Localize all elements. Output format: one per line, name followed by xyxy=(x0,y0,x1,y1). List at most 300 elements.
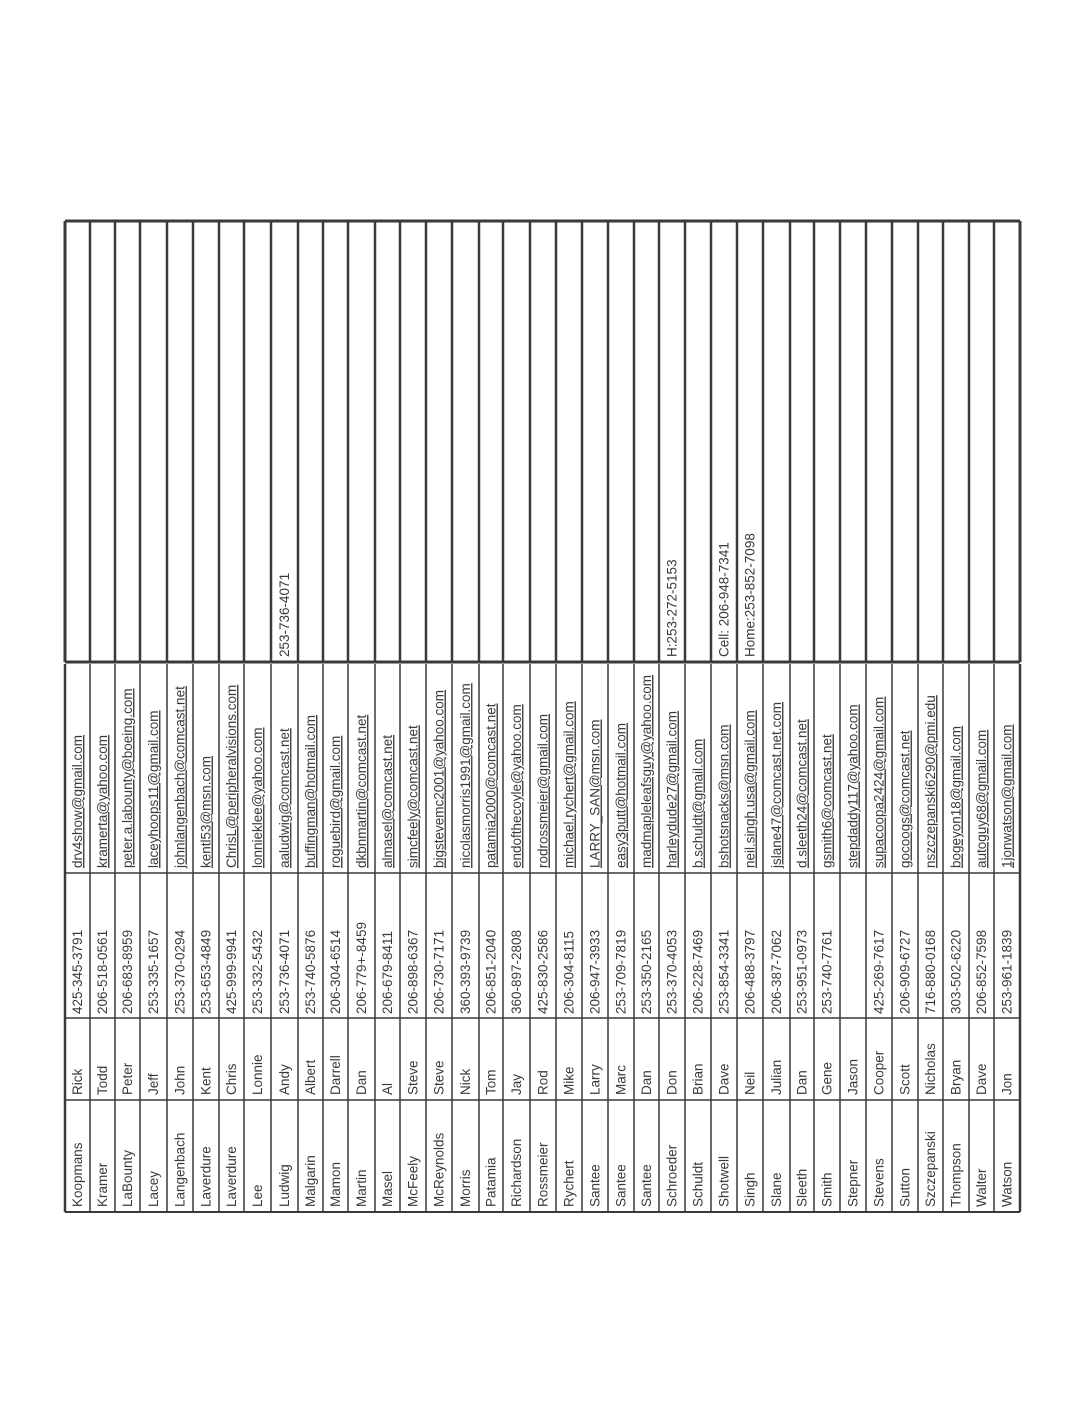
first-name-cell: Darrell xyxy=(328,1055,344,1095)
phone-cell: 206-779+-8459 xyxy=(354,922,370,1014)
first-name-cell: Lonnie xyxy=(250,1054,266,1095)
last-name-cell-group xyxy=(691,1162,706,1207)
first-name-cell: Gene xyxy=(819,1061,835,1095)
email-link-group xyxy=(277,728,292,868)
first-name-cell: Marc xyxy=(613,1065,629,1095)
first-name-cell: Nicholas xyxy=(923,1043,939,1095)
email-link[interactable]: stepdaddy117@yahoo.com xyxy=(845,704,861,868)
email-link-group xyxy=(484,703,499,868)
email-link-group xyxy=(614,723,629,868)
email-link-group xyxy=(70,735,85,868)
email-link-group xyxy=(173,686,188,869)
last-name-cell-group xyxy=(224,1146,239,1207)
first-name-cell: Scott xyxy=(897,1064,913,1095)
first-name-cell: Jason xyxy=(845,1058,861,1095)
email-link-group xyxy=(898,730,913,868)
phone-cell-group xyxy=(406,930,421,1014)
phone-cell-group xyxy=(588,930,603,1014)
first-name-cell: Jon xyxy=(999,1073,1015,1095)
last-name-cell-group xyxy=(717,1156,732,1207)
phone-cell-group xyxy=(354,922,369,1014)
last-name-cell-group xyxy=(949,1143,964,1207)
phone-cell-group xyxy=(691,930,706,1014)
phone-cell-group xyxy=(432,930,447,1014)
last-name-cell: Santee xyxy=(639,1164,655,1207)
email-link[interactable]: dkbnmartin@comcast.net xyxy=(354,714,370,868)
first-name-cell: Steve xyxy=(431,1060,447,1095)
first-name-cell: Peter xyxy=(120,1062,136,1095)
first-name-cell-group xyxy=(277,1064,292,1095)
phone-cell: 206-852-7598 xyxy=(974,929,990,1014)
email-link[interactable]: almasel@comcast.net xyxy=(380,734,396,868)
first-name-cell-group xyxy=(406,1060,421,1095)
last-name-cell: Richardson xyxy=(509,1138,525,1207)
phone-cell: 360-897-2808 xyxy=(509,929,525,1014)
email-link-group xyxy=(872,697,887,868)
first-name-cell-group xyxy=(484,1069,499,1095)
last-name-cell-group xyxy=(1000,1162,1015,1207)
email-link[interactable]: autoguy68@gmail.com xyxy=(974,729,990,868)
email-link-group xyxy=(328,736,343,868)
notes-cell-group xyxy=(717,542,732,657)
last-name-cell: Langenbach xyxy=(172,1132,188,1207)
email-link[interactable]: aaludwig@comcast.net xyxy=(277,728,293,868)
email-link[interactable]: LARRY_SAN@msn.com xyxy=(587,719,603,868)
phone-cell-group xyxy=(509,930,524,1014)
last-name-cell: Stepner xyxy=(845,1159,861,1207)
phone-cell: 253-740-7761 xyxy=(819,929,835,1014)
notes-cell: Cell: 206-948-7341 xyxy=(716,542,732,657)
last-name-cell-group xyxy=(974,1168,989,1207)
first-name-cell-group xyxy=(120,1062,135,1095)
first-name-cell: Dave xyxy=(974,1063,990,1095)
last-name-cell-group xyxy=(120,1150,135,1207)
phone-cell-group xyxy=(173,929,188,1014)
first-name-cell: Brian xyxy=(690,1063,706,1095)
first-name-cell-group xyxy=(923,1043,938,1095)
last-name-cell-group xyxy=(743,1172,758,1207)
first-name-cell: Julian xyxy=(769,1059,785,1095)
first-name-cell-group xyxy=(536,1070,551,1095)
last-name-cell: Lee xyxy=(250,1184,266,1207)
first-name-cell-group xyxy=(795,1070,810,1095)
email-link[interactable]: bogeyon18@gmail.com xyxy=(948,725,964,868)
phone-cell-group xyxy=(872,930,887,1014)
last-name-cell: Rossmeier xyxy=(535,1142,551,1207)
phone-cell-group xyxy=(949,930,964,1014)
first-name-cell-group xyxy=(846,1059,861,1095)
email-link-group xyxy=(509,704,524,868)
email-link-group xyxy=(120,688,135,868)
first-name-cell-group xyxy=(224,1063,239,1095)
first-name-cell: Albert xyxy=(303,1059,319,1095)
notes-cell-group xyxy=(277,573,292,657)
first-name-cell: Don xyxy=(664,1070,680,1095)
last-name-cell-group xyxy=(303,1155,318,1207)
phone-cell: 253-951-0973 xyxy=(794,929,810,1014)
last-name-cell: LaBounty xyxy=(120,1149,136,1207)
last-name-cell: Mamon xyxy=(328,1161,344,1207)
email-link-group xyxy=(743,710,758,868)
first-name-cell: Rod xyxy=(535,1070,551,1095)
first-name-cell-group xyxy=(250,1054,265,1095)
phone-cell-group xyxy=(974,930,989,1014)
phone-cell-group xyxy=(717,930,732,1014)
notes-cell-group xyxy=(665,559,680,657)
email-link[interactable]: laceyhoops11@gmail.com xyxy=(146,710,162,868)
phone-cell: 206-488-3797 xyxy=(742,929,758,1014)
phone-cell: 206-898-6367 xyxy=(405,929,421,1014)
email-link[interactable]: endofthecoyle@yahoo.com xyxy=(509,704,525,868)
last-name-cell: Laverdure xyxy=(198,1146,214,1207)
last-name-cell-group xyxy=(406,1156,421,1207)
first-name-cell-group xyxy=(898,1064,913,1095)
phone-cell-group xyxy=(199,930,214,1014)
last-name-cell: McReynolds xyxy=(431,1132,447,1207)
first-name-cell-group xyxy=(665,1070,680,1095)
first-name-cell-group xyxy=(820,1062,835,1095)
first-name-cell-group xyxy=(872,1050,887,1095)
email-link[interactable]: drv4show@gmail.com xyxy=(70,735,86,868)
phone-cell: 253-332-5432 xyxy=(250,929,266,1014)
last-name-cell: Koopmans xyxy=(70,1142,86,1207)
last-name-cell: Smith xyxy=(819,1172,835,1207)
phone-cell: 206-228-7469 xyxy=(690,929,706,1014)
phone-cell: 425-999-9941 xyxy=(224,929,240,1014)
phone-cell-group xyxy=(458,930,473,1014)
first-name-cell: John xyxy=(172,1065,188,1095)
last-name-cell-group xyxy=(665,1144,680,1207)
email-link-group xyxy=(406,725,421,868)
last-name-cell: Masel xyxy=(380,1170,396,1207)
first-name-cell-group xyxy=(380,1083,395,1095)
email-link-group xyxy=(588,720,603,869)
last-name-cell: Szczepanski xyxy=(923,1131,939,1207)
phone-cell: 253-854-3341 xyxy=(716,929,732,1014)
last-name-cell: Laverdure xyxy=(224,1146,240,1207)
last-name-cell: Ludwig xyxy=(277,1164,293,1207)
phone-cell: 253-740-5876 xyxy=(303,929,319,1014)
email-link-group xyxy=(199,756,214,868)
phone-cell: 360-393-9739 xyxy=(458,929,474,1014)
first-name-cell-group xyxy=(949,1060,964,1095)
first-name-cell-group xyxy=(639,1070,654,1095)
email-link[interactable]: rodrossmeier@gmail.com xyxy=(535,714,551,868)
first-name-cell: Neil xyxy=(742,1071,758,1095)
email-link-group xyxy=(639,675,654,868)
first-name-cell: Todd xyxy=(95,1065,111,1095)
notes-cell: 253-736-4071 xyxy=(277,572,293,657)
last-name-cell: Schroeder xyxy=(664,1144,680,1207)
phone-cell-group xyxy=(639,930,654,1014)
last-name-cell: Santee xyxy=(587,1164,603,1207)
email-link-group xyxy=(250,727,265,868)
first-name-cell: Al xyxy=(380,1082,396,1095)
phone-cell-group xyxy=(898,930,913,1014)
email-link[interactable]: gsmith6@comcast.net xyxy=(819,734,835,868)
phone-cell: 206-909-6727 xyxy=(897,929,913,1014)
phone-cell-group xyxy=(250,930,265,1014)
email-link-group xyxy=(303,715,318,868)
phone-cell: 425-269-7617 xyxy=(871,929,887,1014)
last-name-cell-group xyxy=(509,1139,524,1207)
last-name-cell-group xyxy=(562,1160,577,1207)
first-name-cell: Chris xyxy=(224,1063,240,1095)
email-link[interactable]: madmapleleafsguy@yahoo.com xyxy=(639,674,655,868)
first-name-cell-group xyxy=(974,1063,989,1095)
email-link-group xyxy=(923,695,938,868)
first-name-cell-group xyxy=(354,1070,369,1095)
first-name-cell-group xyxy=(303,1059,318,1095)
phone-cell: 206-679-8411 xyxy=(380,930,396,1014)
email-link[interactable]: bigstevemc2001@yahoo.com xyxy=(431,689,447,868)
phone-cell: 206-683-8959 xyxy=(120,929,136,1014)
last-name-cell-group xyxy=(846,1159,861,1207)
last-name-cell: Kramer xyxy=(95,1162,111,1207)
email-link-group xyxy=(665,711,680,868)
first-name-cell: Rick xyxy=(70,1068,86,1095)
phone-cell: 253-653-4849 xyxy=(198,929,214,1014)
first-name-cell-group xyxy=(588,1064,603,1095)
email-link-group xyxy=(224,685,239,868)
last-name-cell: Slane xyxy=(769,1172,785,1207)
last-name-cell-group xyxy=(173,1133,188,1207)
email-link-group xyxy=(562,701,577,868)
last-name-cell-group xyxy=(769,1172,784,1207)
email-link[interactable]: harleydude27@gmail.com xyxy=(664,710,680,868)
first-name-cell: Dan xyxy=(354,1070,370,1095)
first-name-cell-group xyxy=(614,1065,629,1095)
email-link[interactable]: b.schuldt@gmail.com xyxy=(690,738,706,868)
first-name-cell-group xyxy=(432,1060,447,1095)
phone-cell: 206-304-6514 xyxy=(328,929,344,1014)
email-link-group xyxy=(949,726,964,868)
email-link-group xyxy=(846,704,861,868)
email-link[interactable]: patamia2000@comcast.net xyxy=(483,703,499,868)
last-name-cell-group xyxy=(250,1184,265,1207)
notes-cell: H:253-272-5153 xyxy=(664,559,680,657)
first-name-cell: Jeff xyxy=(146,1073,162,1095)
last-name-cell: Santee xyxy=(613,1164,629,1207)
last-name-cell: Malgarin xyxy=(303,1155,319,1207)
first-name-cell: Mike xyxy=(561,1066,577,1095)
last-name-cell: Stevens xyxy=(871,1158,887,1207)
phone-cell: 303-502-6220 xyxy=(948,929,964,1014)
phone-cell: 206-730-7171 xyxy=(431,929,447,1014)
first-name-cell: Larry xyxy=(587,1064,603,1095)
phone-cell: 425-830-2586 xyxy=(535,929,551,1014)
email-link[interactable]: peter.a.labounty@boeing.com xyxy=(120,688,136,868)
phone-cell-group xyxy=(820,930,835,1014)
phone-cell: 206-387-7062 xyxy=(769,929,785,1014)
last-name-cell-group xyxy=(328,1162,343,1207)
last-name-cell: Schuldt xyxy=(690,1161,706,1207)
phone-cell-group xyxy=(303,930,318,1014)
phone-cell: 253-961-1839 xyxy=(999,929,1015,1014)
first-name-cell-group xyxy=(1000,1073,1015,1095)
last-name-cell: Watson xyxy=(999,1161,1015,1207)
email-link-group xyxy=(432,690,447,868)
last-name-cell-group xyxy=(898,1168,913,1207)
last-name-cell-group xyxy=(432,1132,447,1207)
first-name-cell-group xyxy=(458,1069,473,1095)
phone-cell: 253-709-7819 xyxy=(613,929,629,1014)
first-name-cell-group xyxy=(173,1066,188,1095)
last-name-cell-group xyxy=(484,1157,499,1207)
last-name-cell: Sleeth xyxy=(794,1168,810,1207)
phone-cell-group xyxy=(923,930,938,1014)
last-name-cell: Morris xyxy=(458,1169,474,1207)
last-name-cell: McFeely xyxy=(405,1155,421,1207)
phone-cell: 253-736-4071 xyxy=(277,929,293,1014)
first-name-cell-group xyxy=(769,1060,784,1095)
last-name-cell: Singh xyxy=(742,1172,758,1207)
notes-cell: Home:253-852-7098 xyxy=(742,533,758,657)
phone-cell-group xyxy=(665,930,680,1014)
email-link[interactable]: gocoogs@comcast.net xyxy=(897,730,913,868)
phone-cell: 425-345-3791 xyxy=(70,929,86,1014)
last-name-cell-group xyxy=(277,1164,292,1207)
email-link-group xyxy=(974,730,989,868)
email-link[interactable]: neil.singh.usa@gmail.com xyxy=(742,710,758,868)
phone-cell: 206-851-2040 xyxy=(483,929,499,1014)
first-name-cell-group xyxy=(146,1073,161,1095)
last-name-cell: Patamia xyxy=(483,1157,499,1207)
email-link[interactable]: easy3putt@hotmail.com xyxy=(613,722,629,868)
last-name-cell-group xyxy=(795,1169,810,1207)
first-name-cell: Steve xyxy=(405,1060,421,1095)
email-link[interactable]: buffingman@hotmail.com xyxy=(303,714,319,868)
email-link[interactable]: kramerta@yahoo.com xyxy=(95,734,111,868)
notes-cell-group xyxy=(743,533,758,657)
phone-cell-group xyxy=(277,930,292,1014)
first-name-cell-group xyxy=(562,1066,577,1095)
phone-cell-group xyxy=(224,930,239,1014)
email-link-group xyxy=(458,683,473,868)
phone-cell: 206-304-8115 xyxy=(561,930,577,1014)
email-link-group xyxy=(146,710,161,868)
email-link[interactable]: d.sleeth24@comcast.net xyxy=(794,719,810,868)
last-name-cell: Shotwell xyxy=(716,1155,732,1207)
phone-cell: 206-518-0561 xyxy=(95,929,111,1014)
phone-cell-group xyxy=(70,930,85,1014)
first-name-cell-group xyxy=(509,1074,524,1095)
phone-cell-group xyxy=(795,930,810,1014)
first-name-cell: Andy xyxy=(277,1064,293,1095)
email-link[interactable]: lonnieklee@yahoo.com xyxy=(250,727,266,868)
email-link[interactable]: roguebird@gmail.com xyxy=(328,735,344,868)
first-name-cell-group xyxy=(717,1063,732,1095)
last-name-cell-group xyxy=(639,1164,654,1207)
email-link-group xyxy=(536,714,551,868)
phone-cell-group xyxy=(614,930,629,1014)
phone-cell-group xyxy=(769,930,784,1014)
phone-cell-group xyxy=(562,931,577,1014)
first-name-cell-group xyxy=(328,1055,343,1095)
last-name-cell-group xyxy=(614,1164,629,1207)
email-link-group xyxy=(769,702,784,869)
last-name-cell-group xyxy=(923,1131,938,1207)
email-link-group xyxy=(820,734,835,868)
last-name-cell: Rychert xyxy=(561,1160,577,1207)
last-name-cell-group xyxy=(820,1172,835,1207)
phone-cell-group xyxy=(380,931,395,1014)
last-name-cell-group xyxy=(199,1146,214,1207)
email-link[interactable]: jslane47@comcast.net.com xyxy=(769,701,785,868)
last-name-cell-group xyxy=(354,1169,369,1207)
last-name-cell-group xyxy=(458,1169,473,1207)
first-name-cell: Jay xyxy=(509,1073,525,1095)
last-name-cell: Sutton xyxy=(897,1167,913,1207)
email-link[interactable]: kentl53@msn.com xyxy=(198,756,214,868)
first-name-cell-group xyxy=(70,1069,85,1095)
first-name-cell-group xyxy=(691,1063,706,1095)
email-link[interactable]: michael.rychert@gmail.com xyxy=(561,701,577,868)
last-name-cell-group xyxy=(872,1158,887,1207)
last-name-cell: Thompson xyxy=(948,1143,964,1207)
phone-cell: 253-370-4053 xyxy=(664,929,680,1014)
last-name-cell: Walter xyxy=(974,1168,990,1207)
first-name-cell: Kent xyxy=(198,1067,214,1095)
email-link-group xyxy=(691,739,706,868)
first-name-cell-group xyxy=(743,1072,758,1095)
phone-cell: 206-947-3933 xyxy=(587,929,603,1014)
first-name-cell: Dan xyxy=(639,1070,655,1095)
first-name-cell: Bryan xyxy=(948,1059,964,1095)
last-name-cell: Lacey xyxy=(146,1170,162,1207)
email-link[interactable]: supacoopa2424@gmail.com xyxy=(871,696,887,868)
first-name-cell-group xyxy=(95,1066,110,1095)
first-name-cell: Dave xyxy=(716,1063,732,1095)
email-link-group xyxy=(380,735,395,868)
phone-cell-group xyxy=(1000,930,1015,1014)
phone-cell: 716-880-0168 xyxy=(923,929,939,1014)
phone-cell-group xyxy=(95,930,110,1014)
email-link[interactable]: nszczepanski6290@pmi.edu xyxy=(923,695,939,868)
last-name-cell-group xyxy=(146,1171,161,1207)
email-link[interactable]: johnlangenbach@comcast.net xyxy=(172,686,188,868)
email-link[interactable]: simcfeely@comcast.net xyxy=(405,725,421,868)
email-link-group xyxy=(717,724,732,868)
email-link-group xyxy=(354,714,369,868)
email-link[interactable]: ChrisL@peripheralvisions.com xyxy=(224,684,240,868)
last-name-cell-group xyxy=(536,1142,551,1207)
phone-cell-group xyxy=(536,930,551,1014)
phone-cell: 253-335-1657 xyxy=(146,929,162,1014)
last-name-cell-group xyxy=(70,1142,85,1207)
first-name-cell: Cooper xyxy=(871,1050,887,1095)
phone-cell-group xyxy=(743,930,758,1014)
email-link[interactable]: bshotsnacks@msn.com xyxy=(716,724,732,868)
phone-cell-group xyxy=(328,929,343,1014)
email-link-group xyxy=(795,719,810,868)
first-name-cell: Dan xyxy=(794,1070,810,1095)
last-name-cell-group xyxy=(95,1162,110,1207)
phone-cell: 253-370-0294 xyxy=(172,929,188,1014)
email-link[interactable]: 1jonwatson@gmail.com xyxy=(999,724,1015,868)
email-link-group xyxy=(95,735,110,868)
email-link[interactable]: nicolasmorris1991@gmail.com xyxy=(458,683,474,868)
last-name-cell-group xyxy=(380,1171,395,1207)
last-name-cell-group xyxy=(588,1164,603,1207)
phone-cell-group xyxy=(484,930,499,1014)
phone-cell-group xyxy=(120,930,135,1014)
last-name-cell: Martin xyxy=(354,1169,370,1207)
first-name-cell: Nick xyxy=(458,1068,474,1095)
phone-cell: 253-350-2165 xyxy=(639,929,655,1014)
email-link-group xyxy=(1000,724,1015,868)
first-name-cell: Tom xyxy=(483,1069,499,1095)
